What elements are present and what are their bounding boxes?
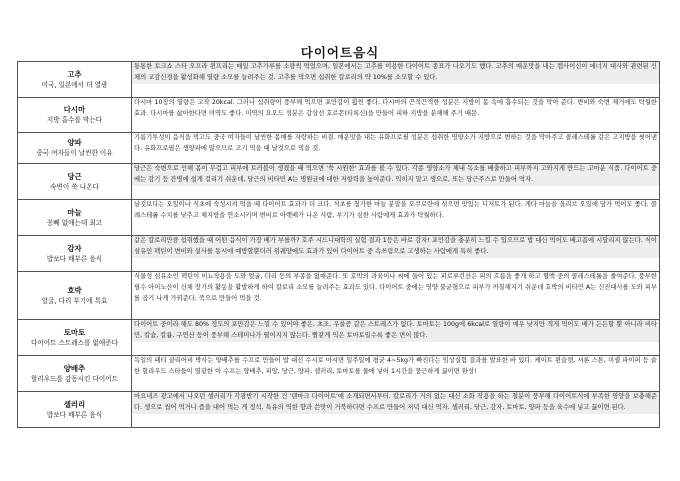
description-text: 같은 칼로리만큼 섭취했을 때 어떤 음식이 가장 배가 부를까? 호주 시드니대학의 실험 결과 1등은 바로 감자! 포만감을 충분히 느낄 수 있으므로 밥 대신 먹어도 배고픔에 시달리지 않는다. 식이섬유인 펙틴이 변비와 설사를 동시에 예방할뿐더러 위궤양에도 효과가 있어 다이어트 중 속쓰림으로 고생하는 사람에게 특히 좋다. (132, 236, 659, 258)
food-description (132, 320, 660, 356)
food-subtitle: 숙변이 쑥 나온다 (50, 182, 99, 191)
food-name: 감자 (67, 243, 82, 253)
description-text: 식물성 섬유소인 펙틴이 이뇨작용을 도와 얼굴, 다리 등의 부종을 없애준다. 또 호박의 과육이나 씨에 들어 있는 피로루린산은 피의 흐름을 좋게 하고 혈액 중의 콜레스테롤을 줄여준다. 풍부한 필수 아미노산이 신체 장기의 활동을 활발하게 하여 칼로리 소모를 늘려주는 효과도 있다. 다이어트 중에는 영양 불균형으로 피부가 까칠해지기 쉬운데 호박의 비타민 A는 신진대사를 도와 피부를 곱기 나게 가꿔준다. 죽으로 만들어 먹을 것. (134, 273, 657, 302)
food-description (132, 356, 660, 392)
food-name: 마늘 (67, 207, 82, 217)
table-row (18, 236, 660, 272)
food-name: 양배추 (63, 363, 86, 373)
table-row (18, 62, 660, 98)
table-row (18, 392, 660, 428)
table-row (18, 164, 660, 200)
food-cell (18, 236, 132, 272)
description-text: 다이어트 중이라 해도 80% 정도의 포만감은 느낄 수 있어야 좋은, 초조, 우울증 같은 스트레스가 없다. 토마토는 100g에 6kcal로 열량이 매우 낮지만 적게 먹어도 배가 든든할 뿐 아니라 비타민, 칼슘, 칼륨, 구연산 등이 풍부해 스테미나가 떨어지지 않는다. 빨갛게 익은 토마토일수록 좋은 면이 많다. (132, 320, 659, 342)
food-cell (18, 164, 132, 200)
food-cell (18, 392, 132, 428)
food-description (132, 164, 660, 200)
food-subtitle: 꽁빼 없애는데 최고 (46, 218, 103, 227)
table-row (18, 320, 660, 356)
food-cell (18, 356, 132, 392)
table-row (18, 98, 660, 133)
food-cell (18, 62, 132, 98)
food-description (132, 133, 660, 164)
food-description (132, 392, 660, 428)
food-subtitle: 지방 흡수를 막는다 (46, 116, 103, 124)
description-text: 통통한 토크쇼 스타 오프라 윈프리는 매일 고추가루를 소량씩 먹었으며, 일본에서는 고추를 이용한 다이어트 종표가 나오기도 했다. 고추의 매운맛을 내는 캡사이신이 에너지 대사와 관련된 신체의 교감신경을 활성화해 열량 소모를 늘려주는 것. 고추를 먹으면 섭취한 칼로리의 약 10%를 소모할 수 있다. (132, 62, 659, 84)
food-cell (18, 98, 132, 133)
food-subtitle: 밥보다 배부른 음식 (46, 254, 103, 263)
document-title: 다이어트음식 (300, 45, 380, 60)
food-subtitle: 밥보다 배부른 음식 (46, 410, 103, 419)
table-row (18, 133, 660, 164)
description-text: 독일의 패티 클리어비 박사는 양배추를 수프로 만들어 밥 대신 수시로 마시면 일주일에 평균 4~5kg가 빠진다는 임상실험 결과를 발표한 바 있다. 케이트 윈슬렛, 셔론 스톤, 미셸 파이퍼 등 숱한 할리우드 스타들이 열광한 이 수프는 양배추, 피망, 당근, 양파, 셀러리, 토마토를 물에 넣어 1시간을 뭉근하게 끓이면 완성! (134, 357, 657, 375)
food-description (132, 272, 660, 320)
food-subtitle: 미국, 일본에서 더 열광 (41, 80, 108, 89)
food-description (132, 62, 660, 98)
food-name: 호박 (67, 285, 82, 295)
table-row (18, 272, 660, 320)
description-text: 날것보다는 오일이나 식초에 숙성시켜 먹을 때 다이어트 효과가 더 크다. 식초를 첨가한 마늘 분말을 오쿠로란에 섞으면 맛있는 디저트가 된다. 게다 마늘을 올리브 오일에 담가 먹어도 좋다. 콜레스테롤 수치를 낮추고 체지방을 연소시키며 변비로 아랫배가 나온 사람, 부기가 심한 사람에게 효과가 탁월하다. (134, 201, 657, 219)
description-text: 다시마 10장의 열량은 고작 20kcal. 그러나 섭취량이 풍부해 먹으면 포만감이 훨씬 좋다. 다시마의 끈적끈적한 성분은 지방이 몸 속에 흡수되는 것을 막아 준다. 변비와 숙변 제거에도 탁월한 효과. 다시마를 삶아한다면 미역도 좋다. 미역의 요오드 성분은 갑상선 호르몬(티록신)을 만들어 피하 지방을 분해해 주기 때문. (134, 99, 657, 117)
table-row (18, 356, 660, 392)
food-description (132, 98, 660, 133)
food-subtitle: 할리우드를 감동시킨 다이어트 (31, 374, 118, 383)
food-name: 고추 (67, 69, 82, 79)
diet-food-table (17, 61, 660, 428)
food-subtitle: 다이어트 스트레스를 없애준다 (31, 338, 118, 347)
description-text: 기름기투성이 음식을 먹고도 중국 여자들이 날씬한 몸매를 자랑하는 비결. 매운맛을 내는 유화프로필 성분은 섭취한 영양소가 지방으로 변하는 것을 막아주고 콜레스테롤 같은 고지방을 씻어낸다. 유화프로필은 생양파에 많으므로 고기 먹을 때 날것으로 먹을 것. (134, 134, 657, 152)
description-text: 당근은 숙변으로 인해 몸이 무겁고 피부에 트러블이 생겼을 때 먹으면 '쑥 시원한' 효과를 볼 수 있다. 각종 영양소가 체내 독소를 배출하고 피부까지 고와지게 만드는 고마운 식품. 다이어트 중에는 감기 등 잔병에 쉽게 걸리기 쉬운데, 당근의 비타민 A는 병원균에 대한 저항력을 높여준다. 익히지 말고 생으로, 또는 당근주스로 만들어 먹자. (132, 164, 659, 186)
food-subtitle: 얼굴, 다리 부기에 특효 (41, 296, 108, 305)
food-name: 당근 (67, 171, 82, 181)
food-description (132, 200, 660, 236)
table-row (18, 200, 660, 236)
food-cell (18, 200, 132, 236)
food-name: 양파 (67, 138, 82, 147)
food-cell (18, 133, 132, 164)
food-cell (18, 320, 132, 356)
food-name: 다시마 (63, 105, 86, 114)
food-name: 토마토 (63, 327, 86, 337)
food-subtitle: 중국 여자들이 날씬한 이유 (36, 149, 113, 157)
description-text: 마요네즈 광고에서 나오던 셀러리가 각광받기 시작한 건 '덴마크 다이어트'에 소개되면서부터. 칼로리가 거의 없는 대신 소화 작용을 하는 철분이 풍부해 다이어트식에 부족한 영양을 보충해준다. 생으로 씹어 먹거나 즙을 내어 먹는 게 정석. 특유의 역한 향과 쓴맛이 거북하다면 수프로 만들어 저녁 대신 먹자. 셀러리, 당근, 감자, 토마토, 양파 등을 육수에 넣고 끓이면 된다. (132, 392, 659, 414)
food-description (132, 236, 660, 272)
food-name: 셀러리 (63, 399, 86, 409)
food-cell (18, 272, 132, 320)
